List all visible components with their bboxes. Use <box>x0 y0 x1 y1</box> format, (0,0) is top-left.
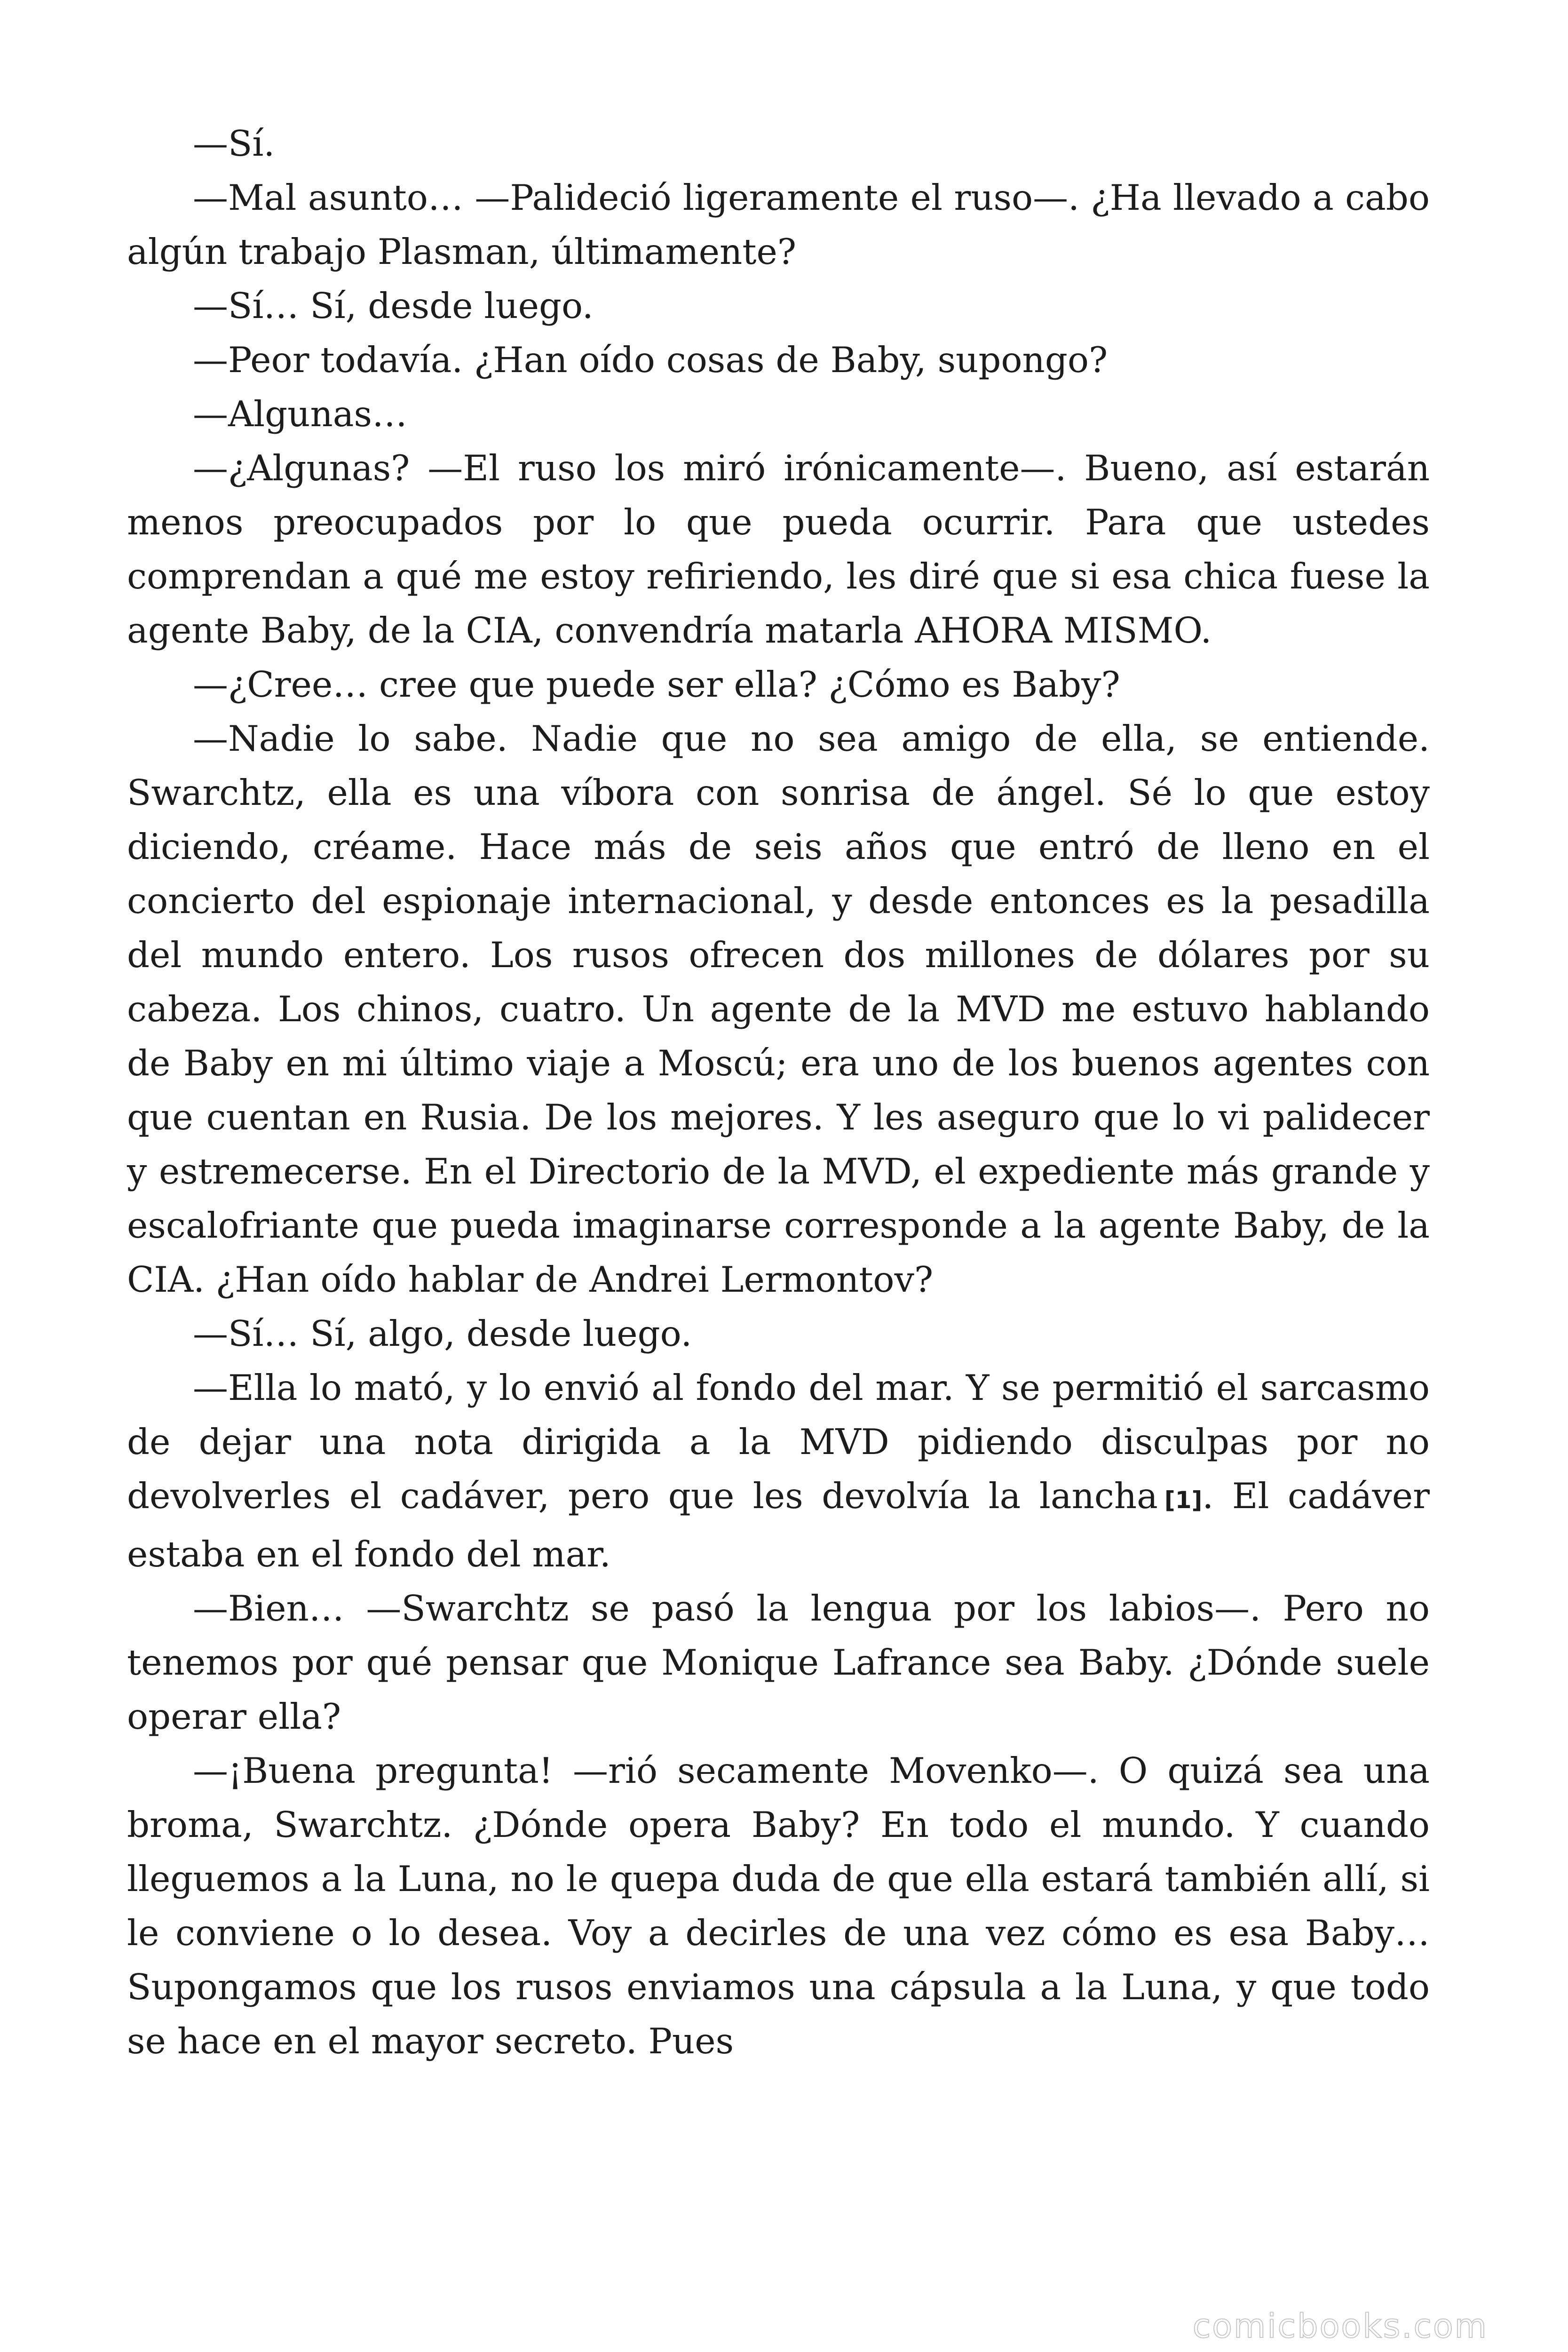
paragraph-1: —Sí. <box>193 123 275 164</box>
paragraph-10-text-after: . El cadáver estaba en el fondo del mar. <box>127 1475 1430 1575</box>
paragraph-9: —Sí… Sí, algo, desde luego. <box>193 1313 692 1354</box>
paragraph-7: —¿Cree… cree que puede ser ella? ¿Cómo es Baby? <box>193 664 1120 705</box>
paragraph-11: —Bien… —Swarchtz se pasó la lengua por los labios—. Pero no tenemos por qué pensar que Monique Lafrance sea Baby. ¿Dónde suele operar ella? <box>127 1588 1430 1737</box>
paragraph-4: —Peor todavía. ¿Han oído cosas de Baby, supongo? <box>193 339 1108 381</box>
paragraph-10 <box>127 1361 1430 1581</box>
book-page-text <box>127 117 1430 2068</box>
paragraph-10-text-before: —Ella lo mató, y lo envió al fondo del mar. Y se permitió el sarcasmo de dejar una nota dirigida a la MVD pidiendo disculpas por no devolverles el cadáver, pero que les devolvía la lancha <box>127 1367 1430 1517</box>
paragraph-8: —Nadie lo sabe. Nadie que no sea amigo de ella, se entiende. Swarchtz, ella es una víbora con sonrisa de ángel. Sé lo que estoy diciendo, créame. Hace más de seis años que entró de lleno en el concierto del espionaje internacional, y desde entonces es la pesadilla del mundo entero. Los rusos ofrecen dos millones de dólares por su cabeza. Los chinos, cuatro. Un agente de la MVD me estuvo hablando de Baby en mi último viaje a Moscú; era uno de los buenos agentes con que cuentan en Rusia. De los mejores. Y les aseguro que lo vi palidecer y estremecerse. En el Directorio de la MVD, el expediente más grande y escalofriante que pueda imaginarse corresponde a la agente Baby, de la CIA. ¿Han oído hablar de Andrei Lermontov? <box>127 718 1430 1300</box>
footnote-reference-link[interactable]: [1] <box>1164 1486 1203 1514</box>
watermark-logo: comicbooks.com <box>1192 2307 1488 2345</box>
paragraph-6: —¿Algunas? —El ruso los miró irónicamente—. Bueno, así estarán menos preocupados por lo que pueda ocurrir. Para que ustedes comprendan a qué me estoy refiriendo, les diré que si esa chica fuese la agente Baby, de la CIA, convendría matarla AHORA MISMO. <box>127 447 1430 651</box>
paragraph-2: —Mal asunto… —Palideció ligeramente el ruso—. ¿Ha llevado a cabo algún trabajo Plasman, últimamente? <box>127 177 1430 272</box>
paragraph-3: —Sí… Sí, desde luego. <box>193 285 594 326</box>
paragraph-5: —Algunas… <box>193 393 407 435</box>
paragraph-12: —¡Buena pregunta! —rió secamente Movenko—. O quizá sea una broma, Swarchtz. ¿Dónde opera Baby? En todo el mundo. Y cuando lleguemos a la Luna, no le quepa duda de que ella estará también allí, si le conviene o lo desea. Voy a decirles de una vez cómo es esa Baby… Supongamos que los rusos enviamos una cápsula a la Luna, y que todo se hace en el mayor secreto. Pues <box>127 1750 1430 2062</box>
